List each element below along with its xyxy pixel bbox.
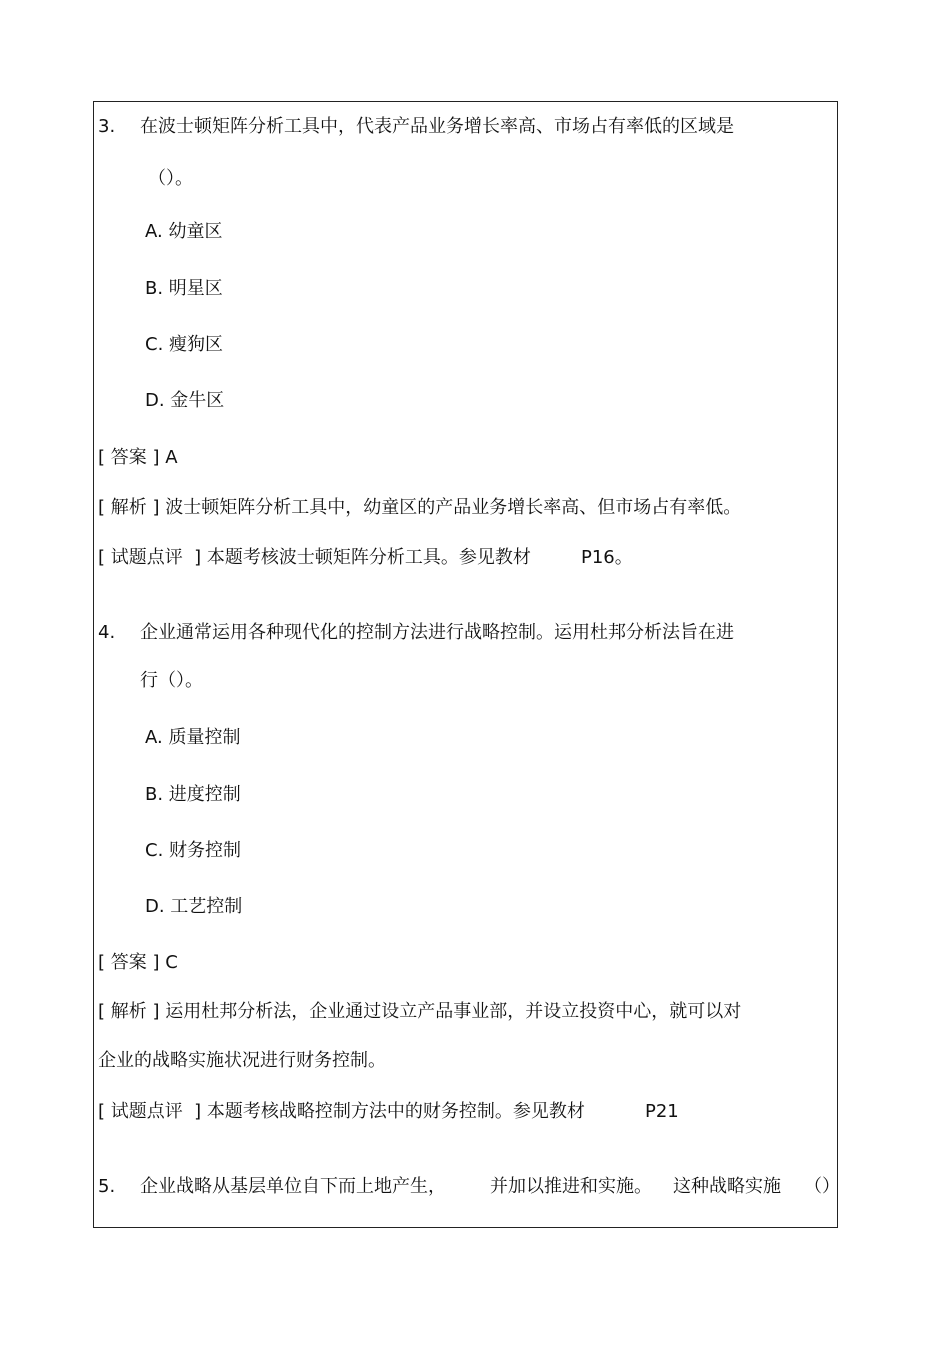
- q3-option-a: A. 幼童区: [145, 221, 223, 242]
- q4-review: [ 试题点评 ] 本题考核战略控制方法中的财务控制。参见教材: [98, 1101, 585, 1122]
- q4-answer: [ 答案 ] C: [98, 952, 178, 973]
- q4-analysis-line-1: [ 解析 ] 运用杜邦分析法，企业通过设立产品事业部，并设立投资中心，就可以对: [98, 1001, 742, 1022]
- q3-option-b: B. 明星区: [145, 278, 223, 299]
- q3-number: 3.: [98, 116, 116, 137]
- q3-answer: [ 答案 ] A: [98, 447, 178, 468]
- q3-stem-line-2: （）。: [148, 168, 193, 189]
- q3-review-page: P16。: [581, 547, 633, 568]
- q3-analysis: [ 解析 ] 波士顿矩阵分析工具中，幼童区的产品业务增长率高、但市场占有率低。: [98, 497, 742, 518]
- q5-stem-part-3: 这种战略实施: [673, 1176, 781, 1197]
- q4-option-a: A. 质量控制: [145, 727, 241, 748]
- q5-number: 5.: [98, 1176, 116, 1197]
- q3-option-c: C. 瘦狗区: [145, 334, 224, 355]
- q4-stem-line-2: 行（）。: [140, 670, 203, 691]
- q4-option-c: C. 财务控制: [145, 840, 242, 861]
- q5-stem-part-4: （）: [804, 1176, 840, 1197]
- q3-review: [ 试题点评 ] 本题考核波士顿矩阵分析工具。参见教材: [98, 547, 531, 568]
- q5-stem-part-1: 企业战略从基层单位自下而上地产生，: [140, 1176, 446, 1197]
- q4-option-d: D. 工艺控制: [145, 896, 243, 917]
- q4-analysis-line-2: 企业的战略实施状况进行财务控制。: [98, 1050, 386, 1071]
- q4-stem-line-1: 企业通常运用各种现代化的控制方法进行战略控制。运用杜邦分析法旨在进: [140, 622, 734, 643]
- q3-option-d: D. 金牛区: [145, 390, 225, 411]
- q4-review-page: P21: [645, 1101, 679, 1122]
- q4-number: 4.: [98, 622, 116, 643]
- q5-stem-part-2: 并加以推进和实施。: [490, 1176, 652, 1197]
- q3-stem-line-1: 在波士顿矩阵分析工具中，代表产品业务增长率高、市场占有率低的区域是: [140, 116, 734, 137]
- q4-option-b: B. 进度控制: [145, 784, 241, 805]
